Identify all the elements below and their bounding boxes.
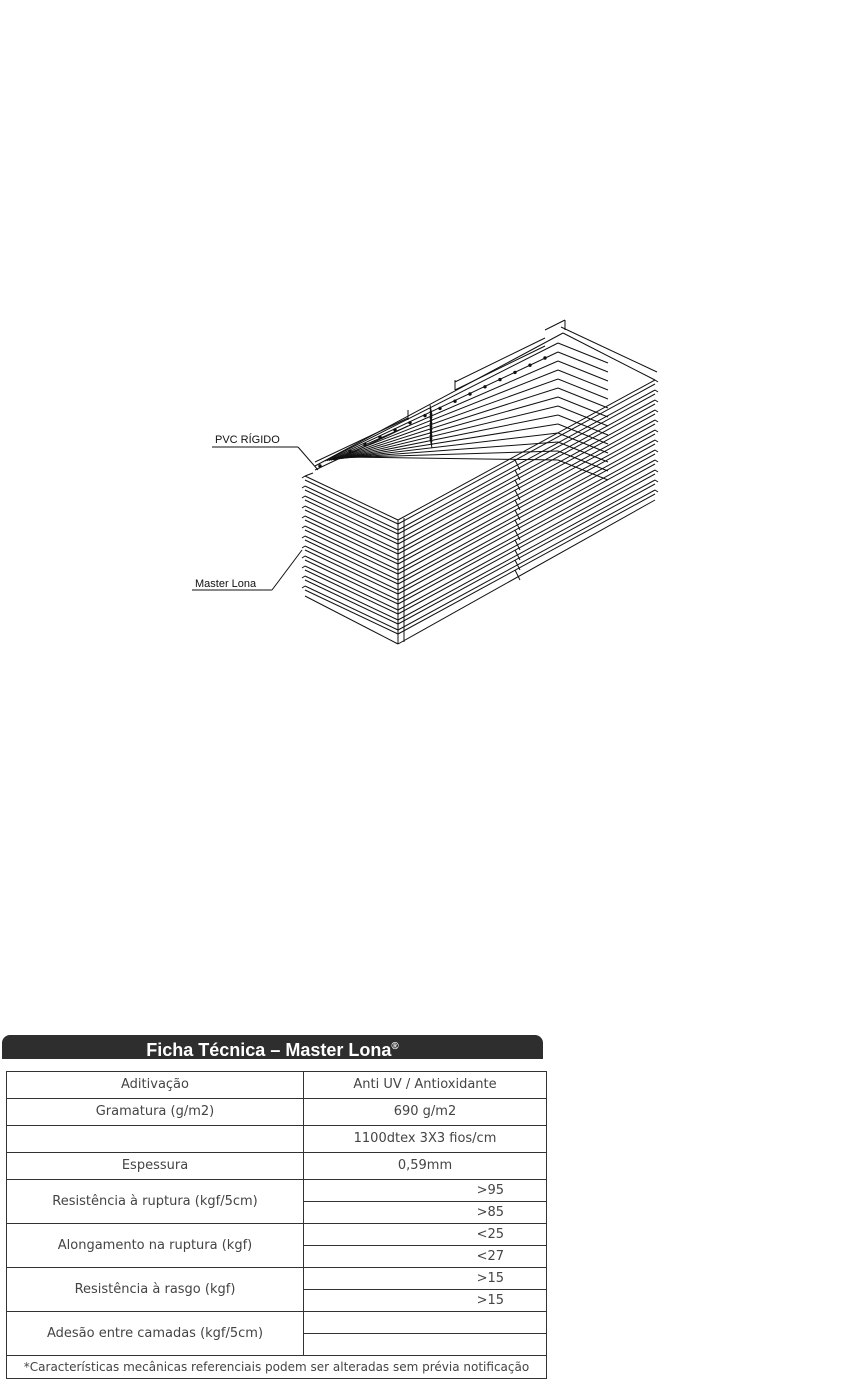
spec-table: [6, 1071, 547, 1379]
table-row: [7, 1224, 547, 1246]
callout-pvc: [212, 433, 318, 470]
spec-label: Resistência à ruptura (kgf/5cm): [7, 1180, 304, 1224]
spec-value: >15: [304, 1268, 547, 1290]
spec-title: [2, 1035, 543, 1059]
lona-label: Master Lona: [195, 578, 257, 590]
table-row: [7, 1312, 547, 1334]
table-row: [7, 1153, 547, 1180]
spec-note: *Características mecânicas referenciais podem ser alteradas sem prévia notificação: [7, 1356, 547, 1379]
spec-label: Adesão entre camadas (kgf/5cm): [7, 1312, 304, 1356]
spec-value: 690 g/m2: [304, 1099, 547, 1126]
callout-lona: [192, 550, 302, 590]
spec-value: >15: [304, 1290, 547, 1312]
spec-label: Alongamento na ruptura (kgf): [7, 1224, 304, 1268]
spec-value: >95: [304, 1180, 547, 1202]
spec-label: Espessura: [7, 1153, 304, 1180]
spec-title-text: Ficha Técnica – Master Lona: [146, 1040, 392, 1060]
table-row: [7, 1268, 547, 1290]
table-row: [7, 1356, 547, 1379]
tank-lines: [302, 320, 658, 644]
table-row: [7, 1180, 547, 1202]
spec-value: <27: [304, 1246, 547, 1268]
table-row: [7, 1099, 547, 1126]
spec-value: [304, 1334, 547, 1356]
spec-label: Aditivação: [7, 1072, 304, 1099]
spec-label: Gramatura (g/m2): [7, 1099, 304, 1126]
spec-label: Resistência à rasgo (kgf): [7, 1268, 304, 1312]
spec-value: 0,59mm: [304, 1153, 547, 1180]
spec-value: Anti UV / Antioxidante: [304, 1072, 547, 1099]
spec-label: [7, 1126, 304, 1153]
spec-value: [304, 1312, 547, 1334]
registered-mark: ®: [391, 1041, 399, 1052]
table-row: [7, 1126, 547, 1153]
table-row: [7, 1072, 547, 1099]
spec-value: 1100dtex 3X3 fios/cm: [304, 1126, 547, 1153]
pvc-label: PVC RÍGIDO: [215, 434, 280, 446]
spec-value: <25: [304, 1224, 547, 1246]
spec-value: >85: [304, 1202, 547, 1224]
